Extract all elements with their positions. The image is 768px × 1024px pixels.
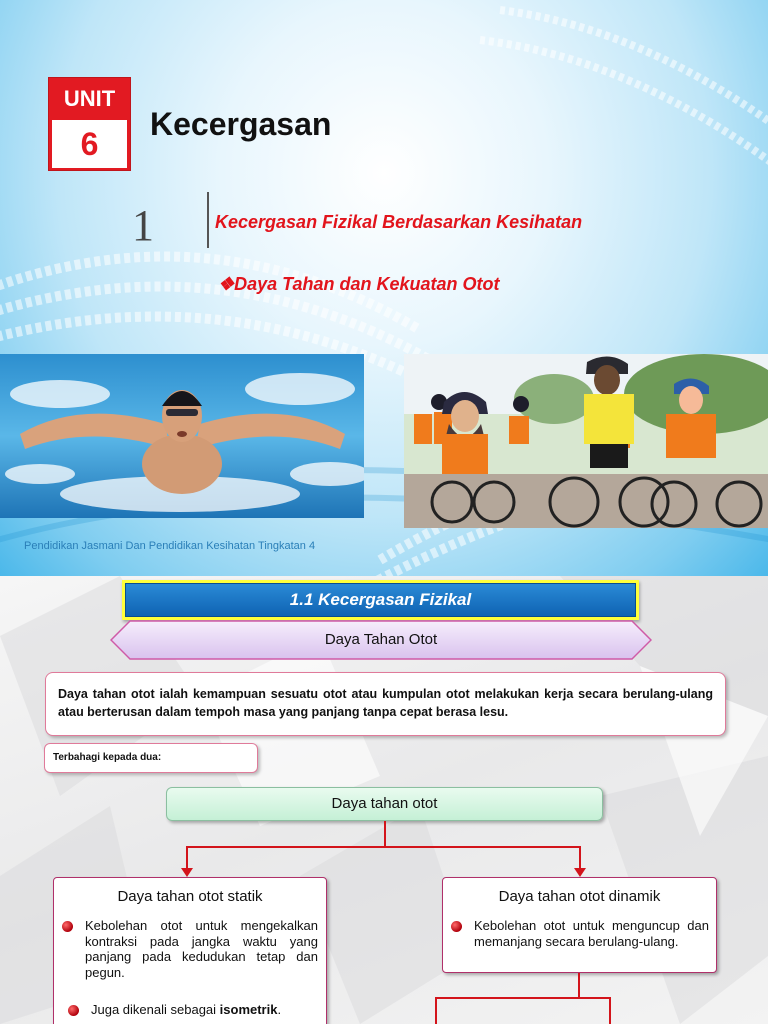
content-slide [0,576,768,1024]
dynamic-endurance-node [442,877,717,973]
section-divider [207,192,209,248]
connector-lower-horizontal [435,997,611,999]
topic-title: Daya Tahan Otot [324,631,438,648]
connector-lower-left-drop [435,997,437,1024]
list-item [68,1002,324,1018]
bullet-icon [451,921,462,932]
split-note: Terbahagi kepada dua: [44,743,258,773]
topic-banner [110,620,652,660]
bullet-icon [62,921,73,932]
connector-right-drop [579,846,581,870]
subtopic [218,274,500,295]
arrowhead-right-icon [574,868,586,877]
static-bullet-1: Kebolehan otot untuk mengekalkan kontraksi pada jangka waktu yang panjang pada kedudukan tetap dan pegun. [85,918,318,980]
dynamic-bullet-1: Kebolehan otot untuk menguncup dan memanjang secara berulang-ulang. [474,918,709,949]
connector-lower-stem [578,973,580,997]
list-item [62,918,318,980]
definition-box: Daya tahan otot ialah kemampuan sesuatu otot atau kumpulan otot melakukan kerja secara berulang-ulang atau berterusan dalam tempoh masa yang panjang tanpa cepat berasa lesu. [45,672,726,736]
unit-title: Kecergasan [150,106,332,142]
subtopic-text: Daya Tahan dan Kekuatan Otot [234,274,500,294]
connector-stem [384,821,386,847]
unit-number: 6 [52,120,127,168]
connector-horizontal [186,846,581,848]
list-item [451,918,709,949]
footer-course-name: Pendidikan Jasmani Dan Pendidikan Kesihatan Tingkatan 4 [24,540,316,552]
bullet-icon [68,1005,79,1016]
dynamic-endurance-title: Daya tahan otot dinamik [498,888,661,905]
swimmer-photo [0,354,364,518]
unit-label: UNIT [63,86,116,111]
cyclists-photo [404,354,768,528]
section-heading-frame [122,580,639,620]
section-heading: 1.1 Kecergasan Fizikal [125,583,636,617]
static-bullet-2: Juga dikenali sebagai isometrik. [91,1002,282,1017]
diamond-bullet-icon: ❖ [218,274,235,294]
connector-left-drop [186,846,188,870]
static-endurance-title: Daya tahan otot statik [117,888,263,905]
section-number: 1 [132,201,154,250]
arrowhead-left-icon [181,868,193,877]
static-endurance-node [53,877,327,1024]
diagram-root-node: Daya tahan otot [166,787,603,821]
connector-lower-right-drop [609,997,611,1024]
section-title: Kecergasan Fizikal Berdasarkan Kesihatan [215,212,583,232]
unit-badge [48,77,131,171]
isometric-term: isometrik [219,1002,278,1017]
